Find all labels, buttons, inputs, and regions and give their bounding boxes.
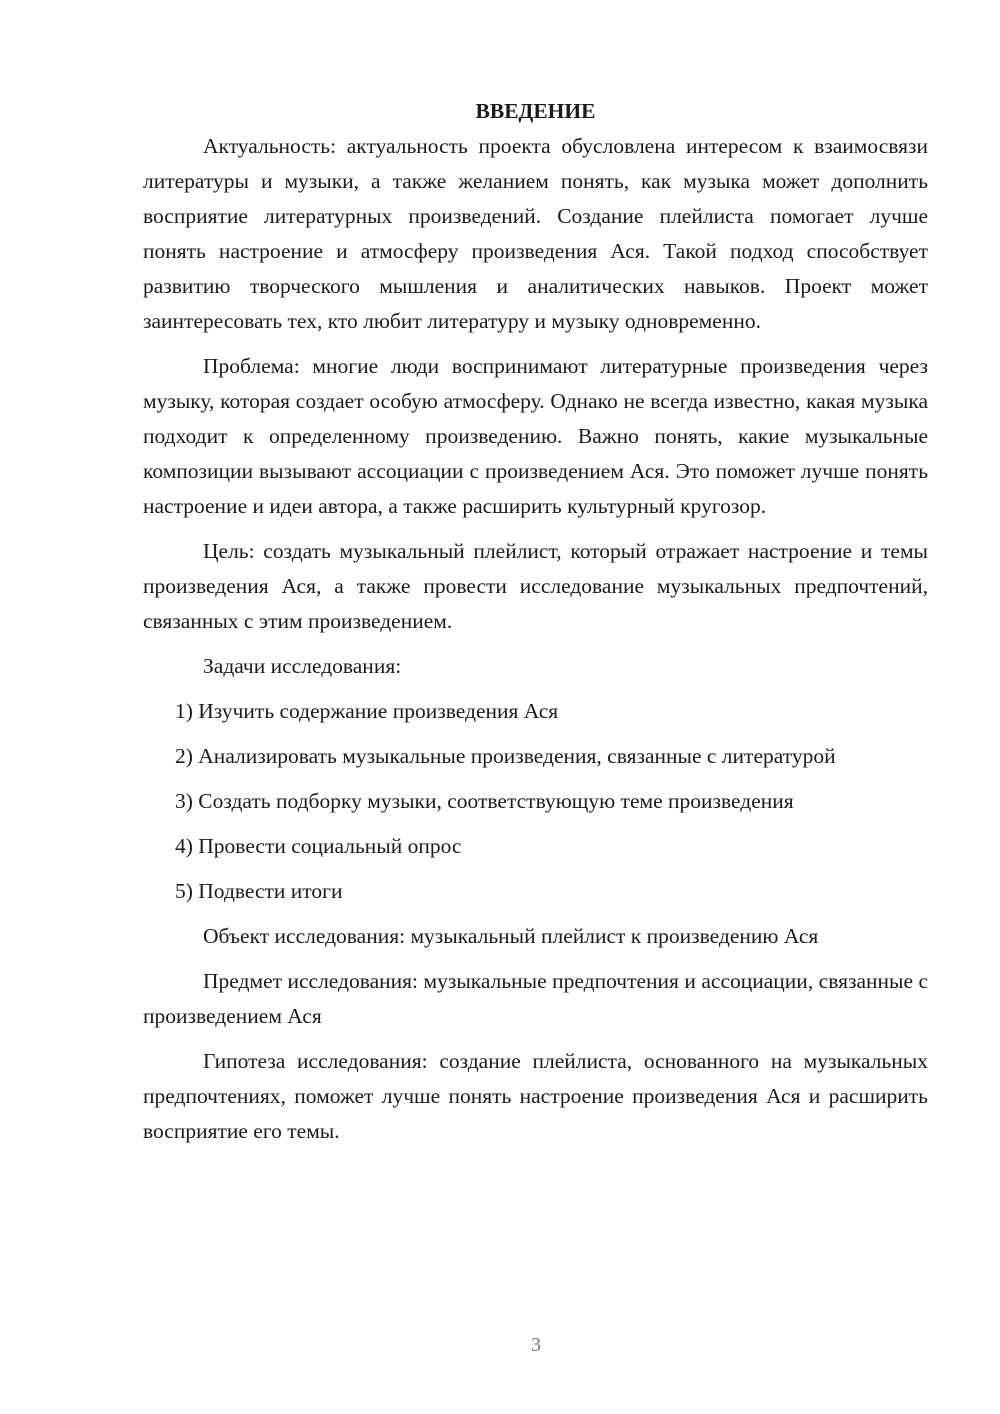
task-item: 4) Провести социальный опрос [175, 834, 462, 858]
object-paragraph: Объект исследования: музыкальный плейлист к произведению Ася [203, 924, 819, 948]
page-number: 3 [531, 1334, 541, 1356]
tasks-heading: Задачи исследования: [203, 654, 402, 678]
task-item: 2) Анализировать музыкальные произведения, связанные с литературой [175, 744, 836, 768]
hypothesis-paragraph: Гипотеза исследования: создание плейлиста, основанного на музыкальных предпочтениях, поможет лучше понять настроение произведения Ася и расширить восприятие его темы. [143, 1049, 928, 1143]
section-title: ВВЕДЕНИЕ [475, 99, 596, 123]
goal-paragraph: Цель: создать музыкальный плейлист, который отражает настроение и темы произведения Ася, а также провести исследование музыкальных предпочтений, связанных с этим произведением. [143, 539, 928, 633]
problem-paragraph: Проблема: многие люди воспринимают литературные произведения через музыку, которая создает особую атмосферу. Однако не всегда известно, какая музыка подходит к определенному произведению. Важно понять, какие музыкальные композиции вызывают ассоциации с произведением Ася. Это поможет лучше понять настроение и идеи автора, а также расширить культурный кругозор. [143, 354, 928, 518]
relevance-paragraph: Актуальность: актуальность проекта обусловлена интересом к взаимосвязи литературы и музыки, а также желанием понять, как музыка может дополнить восприятие литературных произведений. Создание плейлиста помогает лучше понять настроение и атмосферу произведения Ася. Такой подход способствует развитию творческого мышления и аналитических навыков. Проект может заинтересовать тех, кто любит литературу и музыку одновременно. [143, 134, 928, 333]
document-body [143, 94, 928, 1149]
task-item: 5) Подвести итоги [175, 879, 343, 903]
subject-paragraph: Предмет исследования: музыкальные предпочтения и ассоциации, связанные с произведением Ася [143, 969, 928, 1028]
task-item: 1) Изучить содержание произведения Ася [175, 699, 559, 723]
task-item: 3) Создать подборку музыки, соответствующую теме произведения [175, 789, 794, 813]
